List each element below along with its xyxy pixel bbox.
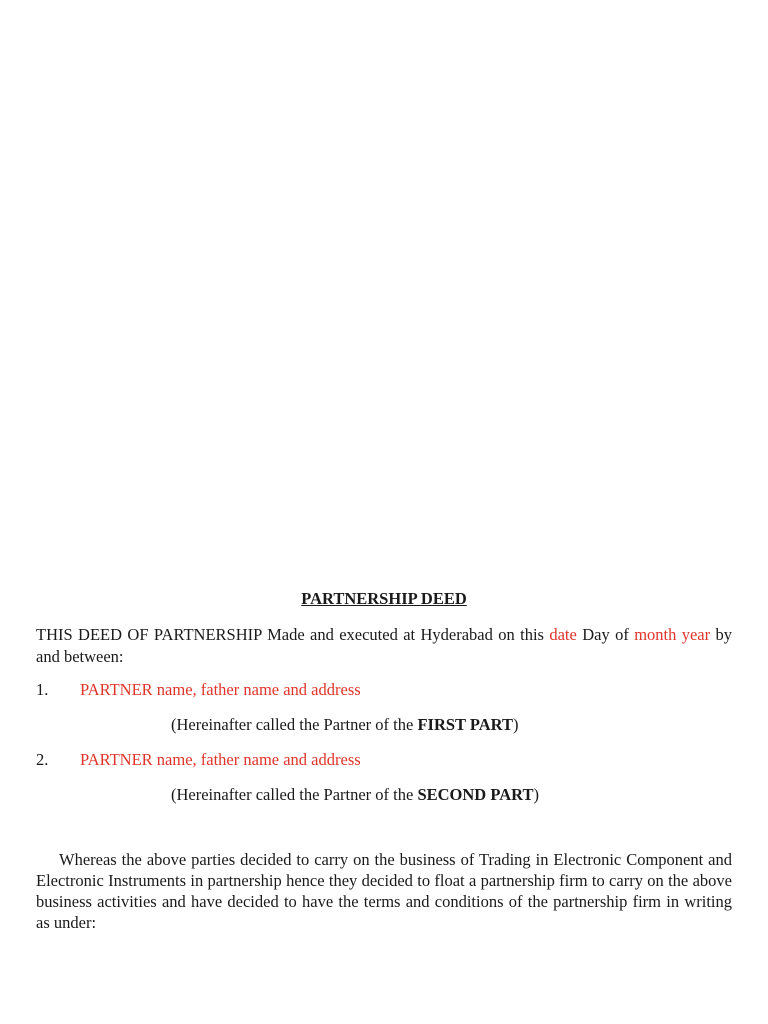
partner-2-called-prefix: (Hereinafter called the Partner of the — [171, 785, 418, 804]
intro-text-start: THIS DEED OF PARTNERSHIP Made and executed at Hyderabad on this — [36, 625, 550, 644]
partner-1-called-prefix: (Hereinafter called the Partner of the — [171, 715, 418, 734]
partner-2-placeholder: PARTNER name, father name and address — [80, 750, 361, 769]
month-year-placeholder: month year — [634, 625, 711, 644]
partner-1-designation — [171, 715, 519, 735]
partner-2-number: 2. — [36, 750, 49, 769]
page-title: PARTNERSHIP DEED — [301, 589, 467, 608]
intro-text-end: by and between: — [36, 625, 732, 666]
date-placeholder: date — [549, 625, 577, 644]
intro-text-mid: Day of — [576, 625, 635, 644]
partner-2-called-suffix: ) — [533, 785, 539, 804]
partner-1-part: FIRST PART — [417, 715, 513, 734]
partner-1-number: 1. — [36, 680, 49, 699]
whereas-paragraph: Whereas the above parties decided to carry on the business of Trading in Electronic Component and Electronic Instruments in partnership hence they decided to float a partnership firm to carry on the above business activities and have decided to have the terms and conditions of the partnership firm in writing as under: — [36, 850, 732, 932]
partner-2-designation — [171, 785, 539, 805]
partner-1-placeholder: PARTNER name, father name and address — [80, 680, 361, 699]
intro-paragraph — [36, 624, 732, 668]
partner-1-called-suffix: ) — [513, 715, 519, 734]
partner-2-part: SECOND PART — [417, 785, 534, 804]
